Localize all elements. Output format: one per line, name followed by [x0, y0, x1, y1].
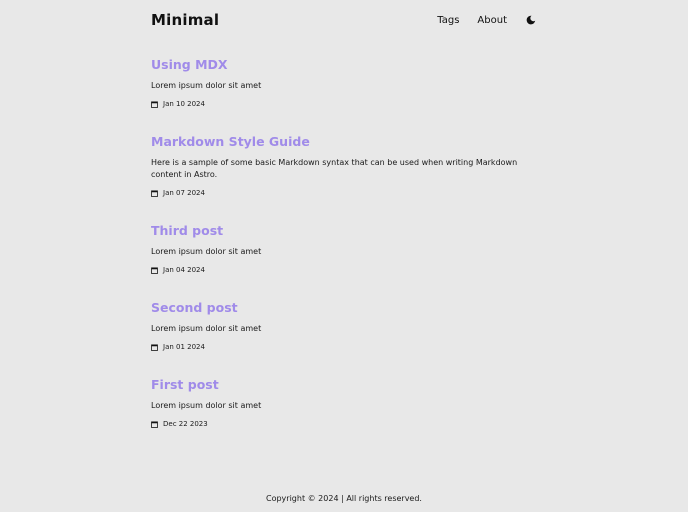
post-date — [151, 343, 537, 351]
post-date-text: Jan 04 2024 — [163, 266, 205, 274]
post-date-text: Jan 01 2024 — [163, 343, 205, 351]
post-title-link[interactable]: Third post — [151, 223, 224, 238]
calendar-icon — [151, 101, 158, 108]
post-description: Lorem ipsum dolor sit amet — [151, 247, 262, 256]
calendar-icon — [151, 190, 158, 197]
post-title-link[interactable]: Second post — [151, 300, 238, 315]
post-date — [151, 420, 537, 428]
post-description: Lorem ipsum dolor sit amet — [151, 324, 262, 333]
site-footer: Copyright © 2024 | All rights reserved. — [266, 494, 422, 503]
post-date-text: Dec 22 2023 — [163, 420, 208, 428]
main-nav — [437, 14, 537, 26]
post-description: Lorem ipsum dolor sit amet — [151, 81, 262, 90]
post-date — [151, 100, 537, 108]
theme-toggle-button[interactable] — [525, 14, 537, 26]
post-date — [151, 189, 537, 197]
post-date-text: Jan 10 2024 — [163, 100, 205, 108]
post-description: Lorem ipsum dolor sit amet — [151, 401, 262, 410]
post-item — [151, 133, 537, 197]
post-date-text: Jan 07 2024 — [163, 189, 205, 197]
post-date — [151, 266, 537, 274]
nav-about-link[interactable]: About — [477, 14, 507, 26]
post-list — [151, 56, 537, 453]
calendar-icon — [151, 344, 158, 351]
post-description: Here is a sample of some basic Markdown syntax that can be used when writing Markdown content in Astro. — [151, 158, 518, 179]
post-item — [151, 299, 537, 351]
post-title-link[interactable]: Using MDX — [151, 57, 228, 72]
calendar-icon — [151, 421, 158, 428]
post-item — [151, 376, 537, 428]
site-logo[interactable]: Minimal — [151, 11, 220, 29]
post-item — [151, 222, 537, 274]
moon-icon — [526, 15, 536, 25]
site-header — [151, 0, 537, 40]
post-title-link[interactable]: Markdown Style Guide — [151, 134, 310, 149]
post-title-link[interactable]: First post — [151, 377, 219, 392]
nav-tags-link[interactable]: Tags — [437, 14, 460, 26]
calendar-icon — [151, 267, 158, 274]
post-item — [151, 56, 537, 108]
